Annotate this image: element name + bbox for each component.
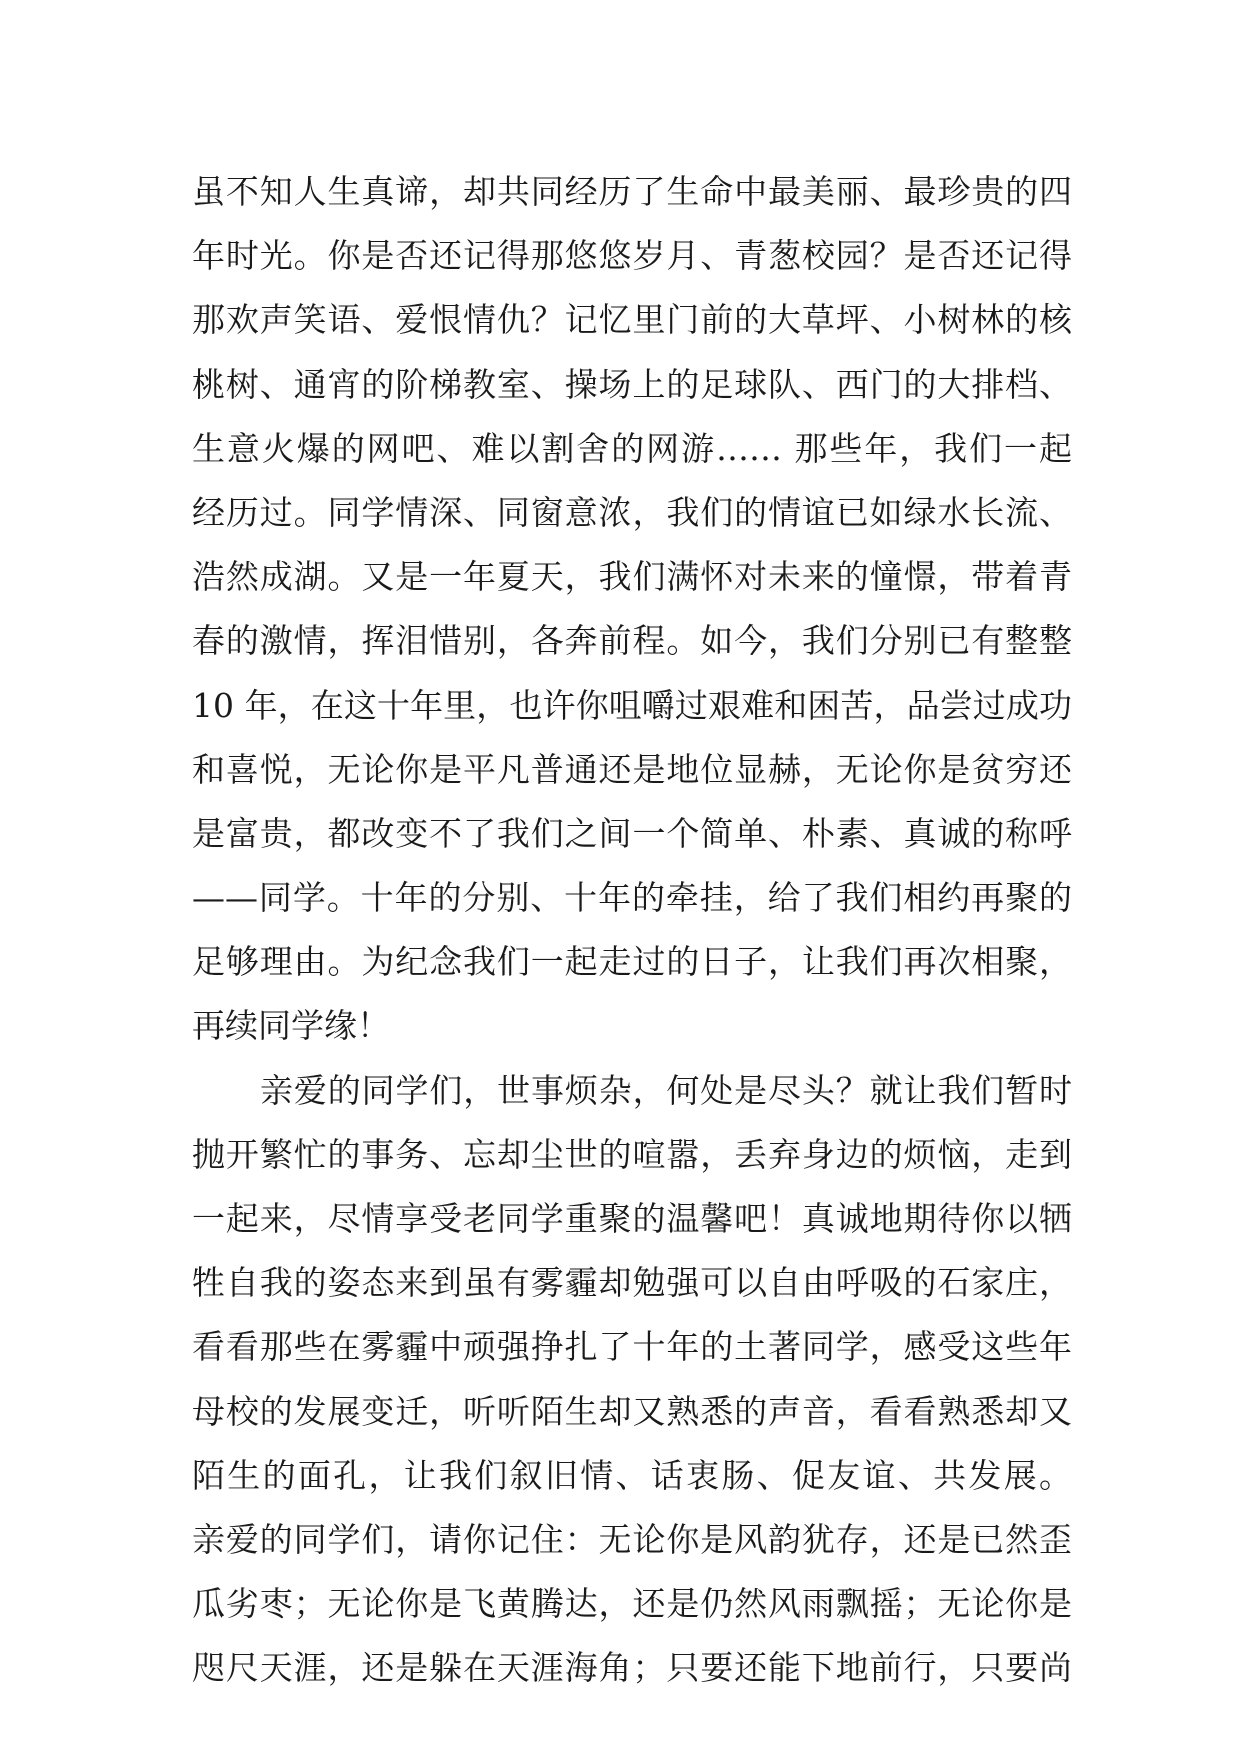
text-line: 年时光。你是否还记得那悠悠岁月、青葱校园？是否还记得 — [192, 236, 1072, 276]
text-line: 咫尺天涯，还是躲在天涯海角；只要还能下地前行，只要尚 — [192, 1648, 1072, 1688]
text-line: 抛开繁忙的事务、忘却尘世的喧嚣，丢弃身边的烦恼，走到 — [192, 1134, 1072, 1174]
text-line: 陌生的面孔，让我们叙旧情、话衷肠、促友谊、共发展。 — [192, 1455, 1072, 1495]
text-line: 母校的发展变迁，听听陌生却又熟悉的声音，看看熟悉却又 — [192, 1391, 1072, 1431]
text-line: 亲爱的同学们，请你记住：无论你是风韵犹存，还是已然歪 — [192, 1519, 1072, 1559]
text-line: 和喜悦，无论你是平凡普通还是地位显赫，无论你是贫穷还 — [192, 749, 1072, 789]
text-line: 浩然成湖。又是一年夏天，我们满怀对未来的憧憬，带着青 — [192, 557, 1072, 597]
text-line: 亲爱的同学们，世事烦杂，何处是尽头？就让我们暂时 — [260, 1070, 1072, 1110]
text-line: 经历过。同学情深、同窗意浓，我们的情谊已如绿水长流、 — [192, 492, 1072, 532]
text-line: 瓜劣枣；无论你是飞黄腾达，还是仍然风雨飘摇；无论你是 — [192, 1584, 1072, 1624]
text-line: ——同学。十年的分别、十年的牵挂，给了我们相约再聚的 — [192, 878, 1072, 918]
text-line: 牲自我的姿态来到虽有雾霾却勉强可以自由呼吸的石家庄， — [192, 1263, 1072, 1303]
text-line: 生意火爆的网吧、难以割舍的网游…… 那些年，我们一起 — [192, 428, 1072, 468]
text-line: 一起来，尽情享受老同学重聚的温馨吧！真诚地期待你以牺 — [192, 1199, 1072, 1238]
text-line: 看看那些在雾霾中顽强挣扎了十年的土著同学，感受这些年 — [192, 1327, 1072, 1367]
text-line: 春的激情，挥泪惜别，各奔前程。如今，我们分别已有整整 — [192, 621, 1072, 661]
text-line: 桃树、通宵的阶梯教室、操场上的足球队、西门的大排档、 — [192, 364, 1072, 404]
text-line: 10 年，在这十年里，也许你咀嚼过艰难和困苦，品尝过成功 — [192, 685, 1072, 725]
text-line: 是富贵，都改变不了我们之间一个简单、朴素、真诚的称呼 — [192, 813, 1072, 853]
text-line: 再续同学缘！ — [192, 1006, 390, 1046]
text-line: 足够理由。为纪念我们一起走过的日子，让我们再次相聚， — [192, 942, 1072, 982]
body-text — [192, 160, 1072, 1701]
text-line: 虽不知人生真谛，却共同经历了生命中最美丽、最珍贵的四 — [192, 172, 1072, 211]
text-line: 那欢声笑语、爱恨情仇？记忆里门前的大草坪、小树林的核 — [192, 300, 1072, 340]
